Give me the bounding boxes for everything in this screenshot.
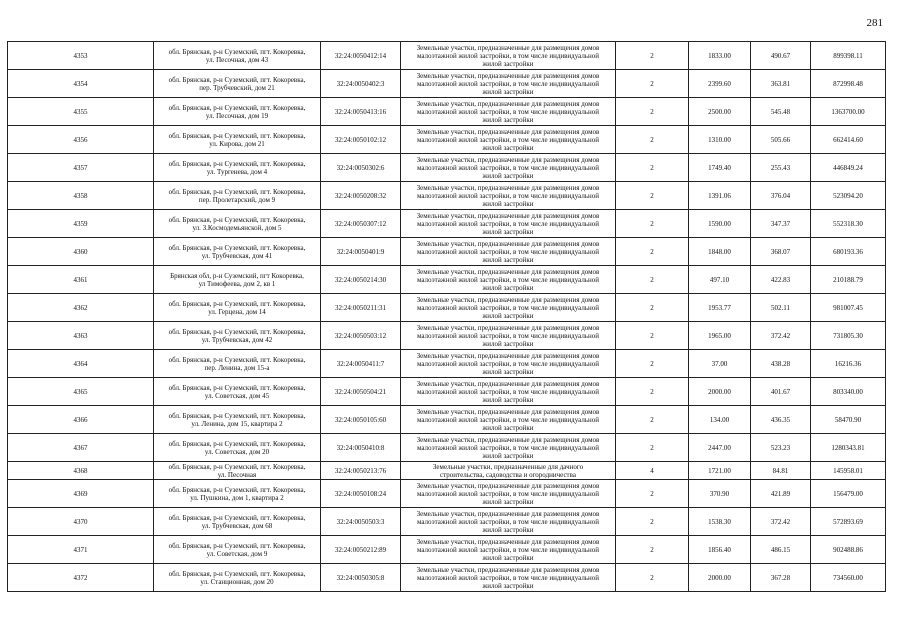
purpose-line: жилой застройки [482, 171, 534, 180]
land-purpose [401, 70, 616, 98]
address-line-1: обл. Брянская, р-н Суземский, пгт. Кокоревка, [168, 159, 306, 168]
cadastral-number: 32:24:0050108:24 [321, 480, 401, 508]
address-line-1: обл. Брянская, р-н Суземский, пгт. Кокоревка, [168, 47, 306, 56]
group-code: 2 [616, 98, 689, 126]
address-line-1: обл. Брянская, р-н Суземский, пгт. Кокоревка, [168, 243, 306, 252]
address-cell [154, 266, 321, 294]
group-code: 2 [616, 294, 689, 322]
land-purpose [401, 564, 616, 592]
group-code: 2 [616, 322, 689, 350]
group-code: 2 [616, 238, 689, 266]
row-number: 4362 [8, 294, 154, 322]
purpose-line: малоэтажной жилой застройки, в том числе индивидуальной [416, 163, 599, 172]
cadastral-value: 58470.90 [811, 406, 886, 434]
cadastral-number: 32:24:0050503:12 [321, 322, 401, 350]
land-purpose [401, 182, 616, 210]
cadastral-number: 32:24:0050412:14 [321, 42, 401, 70]
land-purpose [401, 126, 616, 154]
row-number: 4365 [8, 378, 154, 406]
rate-value: 545.48 [751, 98, 811, 126]
land-purpose [401, 480, 616, 508]
row-number: 4361 [8, 266, 154, 294]
purpose-line: малоэтажной жилой застройки, в том числе индивидуальной [416, 545, 599, 554]
row-number: 4366 [8, 406, 154, 434]
row-number: 4371 [8, 536, 154, 564]
table-row [8, 210, 886, 238]
area-value: 37.00 [689, 350, 751, 378]
table-row [8, 322, 886, 350]
address-line-2: ул. Станционная, дом 20 [200, 577, 274, 586]
address-cell [154, 480, 321, 508]
address-line-1: обл. Брянская, р-н Суземский, пгт. Кокоревка, [168, 75, 306, 84]
cadastral-number: 32:24:0050302:6 [321, 154, 401, 182]
rate-value: 376.04 [751, 182, 811, 210]
table-row [8, 480, 886, 508]
address-cell [154, 322, 321, 350]
area-value: 1848.00 [689, 238, 751, 266]
cadastral-value: 446849.24 [811, 154, 886, 182]
rate-value: 422.83 [751, 266, 811, 294]
purpose-line: жилой застройки [482, 367, 534, 376]
rate-value: 436.35 [751, 406, 811, 434]
address-line-2: ул Тимофеева, дом 2, кв 1 [198, 279, 276, 288]
address-cell [154, 182, 321, 210]
address-line-2: ул. Трубчевская, дом 41 [201, 251, 273, 260]
row-number: 4368 [8, 462, 154, 480]
group-code: 2 [616, 480, 689, 508]
address-line-1: обл. Брянская, р-н Суземский, пгт. Кокоревка, [168, 187, 306, 196]
table-row [8, 434, 886, 462]
area-value: 2399.60 [689, 70, 751, 98]
address-line-1: обл. Брянская, р-н Суземский, пгт. Кокоревка, [168, 485, 306, 494]
purpose-line: Земельные участки, предназначенные для размещения домов [416, 183, 600, 192]
address-line-1: обл. Брянская, р-н Суземский, пгт. Кокоревка, [168, 513, 306, 522]
address-line-2: ул. Герцена, дом 14 [208, 307, 266, 316]
rate-value: 438.28 [751, 350, 811, 378]
area-value: 2000.00 [689, 378, 751, 406]
area-value: 1310.00 [689, 126, 751, 154]
area-value: 2447.00 [689, 434, 751, 462]
address-cell [154, 350, 321, 378]
purpose-line: Земельные участки, предназначенные для размещения домов [416, 509, 600, 518]
cadastral-number: 32:24:0050401:9 [321, 238, 401, 266]
land-purpose [401, 536, 616, 564]
row-number: 4360 [8, 238, 154, 266]
address-line-2: ул. Песочная [217, 470, 257, 479]
purpose-line: малоэтажной жилой застройки, в том числе индивидуальной [416, 275, 599, 284]
land-purpose [401, 98, 616, 126]
cadastral-number: 32:24:0050402:3 [321, 70, 401, 98]
table-row [8, 536, 886, 564]
address-line-2: пер. Пролетарский, дом 9 [198, 195, 276, 204]
group-code: 2 [616, 266, 689, 294]
land-purpose [401, 434, 616, 462]
group-code: 2 [616, 154, 689, 182]
purpose-line: малоэтажной жилой застройки, в том числе индивидуальной [416, 247, 599, 256]
address-line-2: ул. Трубчевская, дом 68 [201, 521, 273, 530]
cadastral-value: 734560.00 [811, 564, 886, 592]
purpose-line: жилой застройки [482, 395, 534, 404]
row-number: 4358 [8, 182, 154, 210]
address-line-2: ул. Тургенева, дом 4 [206, 167, 268, 176]
purpose-line: малоэтажной жилой застройки, в том числе индивидуальной [416, 51, 599, 60]
purpose-line: жилой застройки [482, 283, 534, 292]
rate-value: 523.23 [751, 434, 811, 462]
group-code: 2 [616, 536, 689, 564]
cadastral-value: 731805.30 [811, 322, 886, 350]
purpose-line: малоэтажной жилой застройки, в том числе индивидуальной [416, 517, 599, 526]
group-code: 2 [616, 378, 689, 406]
purpose-line: жилой застройки [482, 553, 534, 562]
address-line-1: обл. Брянская, р-н Суземский, пгт. Кокоревка, [168, 411, 306, 420]
group-code: 2 [616, 126, 689, 154]
table-row [8, 508, 886, 536]
row-number: 4370 [8, 508, 154, 536]
address-cell [154, 536, 321, 564]
land-purpose [401, 294, 616, 322]
table-row [8, 238, 886, 266]
cadastral-value: 803340.00 [811, 378, 886, 406]
cadastral-number: 32:24:0050410:8 [321, 434, 401, 462]
purpose-line: Земельные участки, предназначенные для дачного [432, 462, 584, 471]
group-code: 2 [616, 182, 689, 210]
purpose-line: Земельные участки, предназначенные для размещения домов [416, 565, 600, 574]
purpose-line: малоэтажной жилой застройки, в том числе индивидуальной [416, 219, 599, 228]
purpose-line: Земельные участки, предназначенные для размещения домов [416, 323, 600, 332]
address-line-1: обл. Брянская, р-н Суземский, пгт. Кокоревка, [168, 569, 306, 578]
cadastral-value: 572893.69 [811, 508, 886, 536]
table-row [8, 378, 886, 406]
land-purpose [401, 508, 616, 536]
purpose-line: малоэтажной жилой застройки, в том числе индивидуальной [416, 387, 599, 396]
cadastral-number: 32:24:0050503:3 [321, 508, 401, 536]
rate-value: 421.89 [751, 480, 811, 508]
cadastral-value: 1280343.81 [811, 434, 886, 462]
address-cell [154, 294, 321, 322]
table-row [8, 98, 886, 126]
row-number: 4354 [8, 70, 154, 98]
area-value: 1721.00 [689, 462, 751, 480]
purpose-line: жилой застройки [482, 143, 534, 152]
rate-value: 363.81 [751, 70, 811, 98]
address-line-1: обл. Брянская, р-н Суземский, пгт. Кокоревка, [168, 299, 306, 308]
address-cell [154, 564, 321, 592]
row-number: 4372 [8, 564, 154, 592]
purpose-line: малоэтажной жилой застройки, в том числе индивидуальной [416, 331, 599, 340]
table-row [8, 42, 886, 70]
area-value: 370.90 [689, 480, 751, 508]
group-code: 2 [616, 350, 689, 378]
address-line-1: Брянская обл, р-н Суземский, пгт Кокоревка, [170, 271, 304, 280]
address-cell [154, 70, 321, 98]
address-line-1: обл. Брянская, р-н Суземский, пгт. Кокоревка, [168, 439, 306, 448]
cadastral-number: 32:24:0050212:89 [321, 536, 401, 564]
address-cell [154, 98, 321, 126]
address-line-1: обл. Брянская, р-н Суземский, пгт. Кокоревка, [168, 215, 306, 224]
cadastral-value: 523094.20 [811, 182, 886, 210]
group-code: 2 [616, 210, 689, 238]
row-number: 4353 [8, 42, 154, 70]
purpose-line: Земельные участки, предназначенные для размещения домов [416, 537, 600, 546]
row-number: 4364 [8, 350, 154, 378]
address-line-2: ул. Ленина, дом 15, квартира 2 [191, 419, 283, 428]
table-body [8, 42, 886, 592]
cadastral-value: 552318.30 [811, 210, 886, 238]
purpose-line: малоэтажной жилой застройки, в том числе индивидуальной [416, 191, 599, 200]
cadastral-number: 32:24:0050105:60 [321, 406, 401, 434]
purpose-line: жилой застройки [482, 87, 534, 96]
address-line-1: обл. Брянская, р-н Суземский, пгт. Кокоревка, [168, 541, 306, 550]
purpose-line: жилой застройки [482, 497, 534, 506]
address-line-1: обл. Брянская, р-н Суземский, пгт. Кокоревка, [168, 103, 306, 112]
table-row [8, 294, 886, 322]
purpose-line: Земельные участки, предназначенные для размещения домов [416, 43, 600, 52]
purpose-line: жилой застройки [482, 311, 534, 320]
land-purpose [401, 378, 616, 406]
purpose-line: малоэтажной жилой застройки, в том числе индивидуальной [416, 489, 599, 498]
area-value: 2500.00 [689, 98, 751, 126]
page-number: 281 [866, 17, 883, 29]
address-line-2: ул. Советская, дом 9 [206, 549, 268, 558]
address-cell [154, 210, 321, 238]
area-value: 497.10 [689, 266, 751, 294]
purpose-line: жилой застройки [482, 423, 534, 432]
purpose-line: малоэтажной жилой застройки, в том числе индивидуальной [416, 79, 599, 88]
purpose-line: малоэтажной жилой застройки, в том числе индивидуальной [416, 443, 599, 452]
area-value: 1833.00 [689, 42, 751, 70]
area-value: 1590.00 [689, 210, 751, 238]
row-number: 4359 [8, 210, 154, 238]
purpose-line: жилой застройки [482, 199, 534, 208]
land-purpose [401, 462, 616, 480]
group-code: 2 [616, 42, 689, 70]
purpose-line: Земельные участки, предназначенные для размещения домов [416, 481, 600, 490]
address-cell [154, 42, 321, 70]
address-line-1: обл. Брянская, р-н Суземский, пгт. Кокоревка, [168, 355, 306, 364]
rate-value: 486.15 [751, 536, 811, 564]
address-line-2: ул. Пушкина, дом 1, квартира 2 [190, 493, 284, 502]
address-cell [154, 406, 321, 434]
table-row [8, 564, 886, 592]
purpose-line: жилой застройки [482, 339, 534, 348]
area-value: 134.00 [689, 406, 751, 434]
cadastral-number: 32:24:0050214:30 [321, 266, 401, 294]
table-row [8, 126, 886, 154]
rate-value: 490.67 [751, 42, 811, 70]
rate-value: 347.37 [751, 210, 811, 238]
address-cell [154, 462, 321, 480]
address-cell [154, 434, 321, 462]
land-purpose [401, 154, 616, 182]
row-number: 4355 [8, 98, 154, 126]
table-row [8, 406, 886, 434]
cadastral-number: 32:24:0050208:32 [321, 182, 401, 210]
group-code: 4 [616, 462, 689, 480]
address-line-2: ул. Советская, дом 20 [204, 447, 270, 456]
land-purpose [401, 210, 616, 238]
purpose-line: Земельные участки, предназначенные для размещения домов [416, 267, 600, 276]
rate-value: 372.42 [751, 322, 811, 350]
area-value: 1856.40 [689, 536, 751, 564]
address-cell [154, 378, 321, 406]
purpose-line: жилой застройки [482, 451, 534, 460]
address-line-1: обл. Брянская, р-н Суземский, пгт. Кокоревка, [168, 131, 306, 140]
address-line-2: пер. Ленина, дом 15-а [204, 363, 270, 372]
purpose-line: Земельные участки, предназначенные для размещения домов [416, 239, 600, 248]
purpose-line: малоэтажной жилой застройки, в том числе индивидуальной [416, 135, 599, 144]
land-purpose [401, 238, 616, 266]
cadastral-value: 902488.86 [811, 536, 886, 564]
purpose-line: малоэтажной жилой застройки, в том числе индивидуальной [416, 303, 599, 312]
group-code: 2 [616, 564, 689, 592]
table-row [8, 182, 886, 210]
cadastral-value: 210188.79 [811, 266, 886, 294]
row-number: 4367 [8, 434, 154, 462]
table-row [8, 154, 886, 182]
rate-value: 372.42 [751, 508, 811, 536]
cadastral-number: 32:24:0050213:76 [321, 462, 401, 480]
cadastral-number: 32:24:0050413:16 [321, 98, 401, 126]
address-cell [154, 238, 321, 266]
land-purpose [401, 266, 616, 294]
land-purpose [401, 350, 616, 378]
table-row [8, 350, 886, 378]
row-number: 4357 [8, 154, 154, 182]
address-line-2: ул. Кирова, дом 21 [209, 139, 265, 148]
purpose-line: малоэтажной жилой застройки, в том числе индивидуальной [416, 107, 599, 116]
table-row [8, 70, 886, 98]
cadastral-value: 662414.60 [811, 126, 886, 154]
cadastral-value: 899398.11 [811, 42, 886, 70]
land-purpose [401, 406, 616, 434]
rate-value: 255.43 [751, 154, 811, 182]
purpose-line: малоэтажной жилой застройки, в том числе индивидуальной [416, 573, 599, 582]
rate-value: 368.07 [751, 238, 811, 266]
purpose-line: Земельные участки, предназначенные для размещения домов [416, 435, 600, 444]
purpose-line: Земельные участки, предназначенные для размещения домов [416, 127, 600, 136]
address-line-2: ул. З.Космодемьянской, дом 5 [192, 223, 282, 232]
rate-value: 401.67 [751, 378, 811, 406]
purpose-line: Земельные участки, предназначенные для размещения домов [416, 155, 600, 164]
address-line-2: ул. Песочная, дом 43 [205, 55, 269, 64]
area-value: 1391.06 [689, 182, 751, 210]
purpose-line: Земельные участки, предназначенные для размещения домов [416, 71, 600, 80]
rate-value: 502.11 [751, 294, 811, 322]
cadastral-value: 156479.00 [811, 480, 886, 508]
group-code: 2 [616, 406, 689, 434]
cadastral-value: 16216.36 [811, 350, 886, 378]
purpose-line: жилой застройки [482, 59, 534, 68]
purpose-line: строительства, садоводства и огородничества [440, 470, 576, 479]
area-value: 1538.30 [689, 508, 751, 536]
address-line-1: обл. Брянская, р-н Суземский, пгт. Кокоревка, [168, 327, 306, 336]
cadastral-value: 680193.36 [811, 238, 886, 266]
cadastral-number: 32:24:0050102:12 [321, 126, 401, 154]
land-purpose [401, 322, 616, 350]
cadastral-value: 145958.01 [811, 462, 886, 480]
purpose-line: малоэтажной жилой застройки, в том числе индивидуальной [416, 415, 599, 424]
rate-value: 505.66 [751, 126, 811, 154]
address-cell [154, 154, 321, 182]
address-line-1: обл. Брянская, р-н Суземский, пгт. Кокоревка, [168, 383, 306, 392]
address-cell [154, 508, 321, 536]
purpose-line: Земельные участки, предназначенные для размещения домов [416, 407, 600, 416]
purpose-line: жилой застройки [482, 581, 534, 590]
purpose-line: Земельные участки, предназначенные для размещения домов [416, 295, 600, 304]
row-number: 4356 [8, 126, 154, 154]
row-number: 4369 [8, 480, 154, 508]
rate-value: 84.81 [751, 462, 811, 480]
group-code: 2 [616, 434, 689, 462]
group-code: 2 [616, 508, 689, 536]
cadastral-value: 872998.48 [811, 70, 886, 98]
purpose-line: Земельные участки, предназначенные для размещения домов [416, 211, 600, 220]
purpose-line: жилой застройки [482, 115, 534, 124]
purpose-line: Земельные участки, предназначенные для размещения домов [416, 379, 600, 388]
land-registry-table [7, 41, 886, 592]
cadastral-number: 32:24:0050307:12 [321, 210, 401, 238]
area-value: 2000.00 [689, 564, 751, 592]
row-number: 4363 [8, 322, 154, 350]
cadastral-number: 32:24:0050411:7 [321, 350, 401, 378]
cadastral-value: 981007.45 [811, 294, 886, 322]
address-line-2: ул. Песочная, дом 19 [205, 111, 269, 120]
table-row [8, 266, 886, 294]
area-value: 1749.40 [689, 154, 751, 182]
purpose-line: жилой застройки [482, 227, 534, 236]
address-line-1: обл. Брянская, р-н Суземский, пгт. Кокоревка, [168, 462, 306, 471]
cadastral-number: 32:24:0050211:31 [321, 294, 401, 322]
cadastral-value: 1363700.00 [811, 98, 886, 126]
area-value: 1953.77 [689, 294, 751, 322]
cadastral-number: 32:24:0050305:8 [321, 564, 401, 592]
cadastral-number: 32:24:0050504:21 [321, 378, 401, 406]
purpose-line: жилой застройки [482, 255, 534, 264]
address-line-2: ул. Советская, дом 45 [204, 391, 270, 400]
purpose-line: Земельные участки, предназначенные для размещения домов [416, 351, 600, 360]
area-value: 1965.00 [689, 322, 751, 350]
address-line-2: ул. Трубчевская, дом 42 [201, 335, 273, 344]
table-row [8, 462, 886, 480]
address-cell [154, 126, 321, 154]
purpose-line: малоэтажной жилой застройки, в том числе индивидуальной [416, 359, 599, 368]
rate-value: 367.28 [751, 564, 811, 592]
land-purpose [401, 42, 616, 70]
address-line-2: пер. Трубчевский, дом 21 [199, 83, 275, 92]
group-code: 2 [616, 70, 689, 98]
purpose-line: жилой застройки [482, 525, 534, 534]
purpose-line: Земельные участки, предназначенные для размещения домов [416, 99, 600, 108]
